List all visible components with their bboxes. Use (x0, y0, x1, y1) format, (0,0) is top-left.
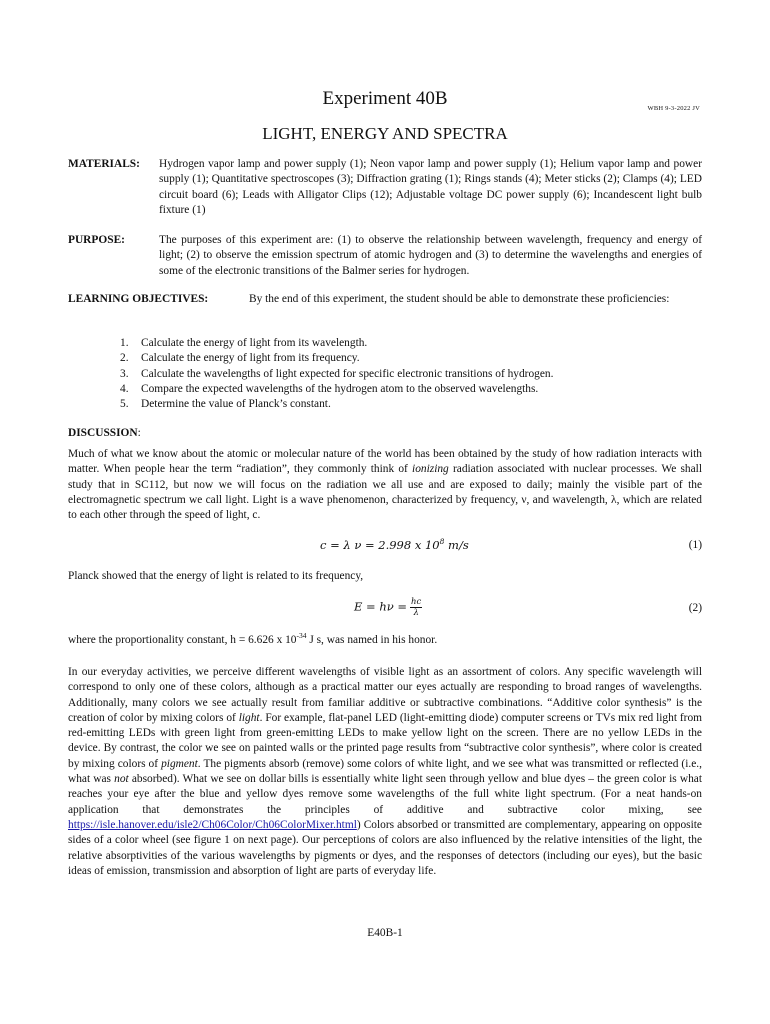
learning-objectives-label: LEARNING OBJECTIVES: (68, 293, 209, 305)
list-item (100, 382, 553, 397)
planck-sentence: Planck showed that the energy of light is related to its frequency, (68, 570, 364, 582)
list-item-number: 5. (120, 398, 129, 411)
list-item (100, 367, 553, 382)
paragraph-text: radiation associated with nuclear processes. We shall study that in SC112, but now we will focus on the radiation we all use and are exposed to daily; mainly the visible part of the electromagnetic spectrum we call light. Light is a wave phenomenon, characterized by frequency, ν, and wavelength, λ, which are related to each other through the speed of light, c. (68, 463, 702, 522)
materials-text: Hydrogen vapor lamp and power supply (1); Neon vapor lamp and power supply (1); Helium vapor lamp and power supply (1); Quantitative spectroscopes (3); Diffraction grating (1); Rings stands (4); Meter sticks (2); Clamps (4); LED circuit board (6); Leads with Alligator Clips (12); Adjustable voltage DC power supply (6); Incandescent light bulb fixture (1) (159, 158, 702, 216)
list-item (100, 397, 553, 412)
paragraph-text: ) Colors absorbed or transmitted are complementary, appearing on opposite sides of a color wheel (see figure 1 on next page). Our perceptions of colors are also influenced by the relative intensities of the light, the relative absorptivities of the various wavelengths by pigments or dyes, and the responses of detectors (including our eyes), but the basic ideas of emission, transmission and absorption of light are parts of everyday life. (68, 818, 702, 877)
list-item-number: 2. (120, 352, 129, 365)
purpose-section (68, 233, 702, 279)
paragraph-text: Much of what we know about the atomic or molecular nature of the world has been obtained by the study of how radiation interacts with matter. When people hear the term “radiation”, they commonly think of (68, 448, 702, 476)
experiment-subtitle: LIGHT, ENERGY AND SPECTRA (262, 124, 508, 143)
equation-2 (354, 597, 422, 618)
purpose-label: PURPOSE: (68, 234, 125, 246)
objectives-list (100, 336, 553, 412)
list-item-text: Calculate the energy of light from its wavelength. (141, 337, 368, 349)
planck-exponent: -34 (296, 631, 307, 641)
equation-1 (320, 538, 469, 552)
paragraph-text: absorbed). What we see on dollar bills is essentially white light seen through yellow and blue dyes – the green color is what reaches your eye after the blue and yellow dyes remove some wavelengths of the full white light spectrum. (For a neat hands-on application that demonstrates the principles of additive and subtractive color mixing, see (68, 773, 703, 816)
materials-section (68, 157, 702, 218)
discussion-label: DISCUSSION (68, 427, 138, 439)
list-item (100, 351, 553, 366)
equation-1-text: c = λ ν = 2.998 x 10 (320, 538, 440, 552)
list-item (100, 336, 553, 351)
discussion-paragraph-1 (68, 447, 702, 523)
equation-2-fraction (410, 597, 422, 618)
equation-1-exponent: 8 (439, 537, 445, 547)
list-item-number: 4. (120, 382, 129, 395)
list-item-text: Compare the expected wavelengths of the hydrogen atom to the observed wavelengths. (141, 382, 539, 395)
color-mixer-link[interactable]: https://isle.hanover.edu/isle2/Ch06Color/Ch06ColorMixer.html (68, 818, 357, 831)
list-item-number: 1. (120, 337, 129, 349)
emphasis-not: not (114, 773, 129, 786)
paragraph-text: . The pigments absorb (remove) some colors of white light, and we see what was transmitted or reflected (i.e., what was (68, 757, 702, 786)
equation-1-number: (1) (688, 539, 702, 551)
discussion-colon: : (137, 427, 141, 439)
list-item-text: Calculate the energy of light from its frequency. (141, 352, 360, 365)
discussion-paragraph-2 (68, 665, 702, 879)
list-item-text: Determine the value of Planck’s constant. (141, 398, 331, 411)
page-number: E40B-1 (367, 927, 403, 939)
emphasis-light: light (238, 711, 260, 724)
experiment-title: Experiment 40B (322, 88, 448, 109)
document-id: WBH 9-3-2022 JV (647, 105, 700, 112)
learning-objectives-section (68, 292, 702, 307)
discussion-heading (68, 426, 141, 441)
materials-label: MATERIALS: (68, 158, 140, 170)
planck-constant-sentence (68, 633, 437, 648)
equation-2-text: E = hν = (354, 599, 408, 614)
list-item-text: Calculate the wavelengths of light expected for specific electronic transitions of hydrogen. (141, 367, 554, 380)
paragraph-text: where the proportionality constant, h = 6.626 x 10 (68, 634, 297, 646)
paragraph-text: J s, was named in his honor. (306, 634, 438, 646)
equation-1-unit: m/s (444, 538, 469, 552)
fraction-denominator: λ (413, 608, 419, 618)
fraction-numerator: hc (411, 597, 422, 607)
purpose-text: The purposes of this experiment are: (1) to observe the relationship between wavelength, frequency and energy of light; (2) to observe the emission spectrum of atomic hydrogen and (3) to determine the wavelengths and energies of some of the electronic transitions of the Balmer series for hydrogen. (159, 234, 702, 277)
paragraph-text: In our everyday activities, we perceive different wavelengths of visible light as an assortment of colors. Any specific wavelength will correspond to only one of these colors, although as a practical matter our eyes actually are responding to broad ranges of wavelengths. Additionally, many colors we see actually result from familiar additive or subtractive combinations. “Additive color synthesis” is the creation of color by mixing colors of (68, 666, 702, 724)
emphasis-pigment: pigment (161, 757, 198, 770)
learning-objectives-intro: By the end of this experiment, the student should be able to demonstrate these proficiencies: (249, 293, 670, 305)
equation-2-number: (2) (688, 602, 702, 614)
list-item-number: 3. (120, 367, 129, 380)
paragraph-text: . For example, flat-panel LED (light-emitting diode) computer screens or TVs mix red light from red-emitting LEDs with green light from green-emitting LEDs to make yellow light on the screen. There are no yellow LEDs in the device. By contrast, the color we see on painted walls or the printed page results from “subtractive color synthesis”, where color is created by mixing colors of (68, 711, 702, 770)
emphasis-ionizing: ionizing (412, 463, 449, 476)
